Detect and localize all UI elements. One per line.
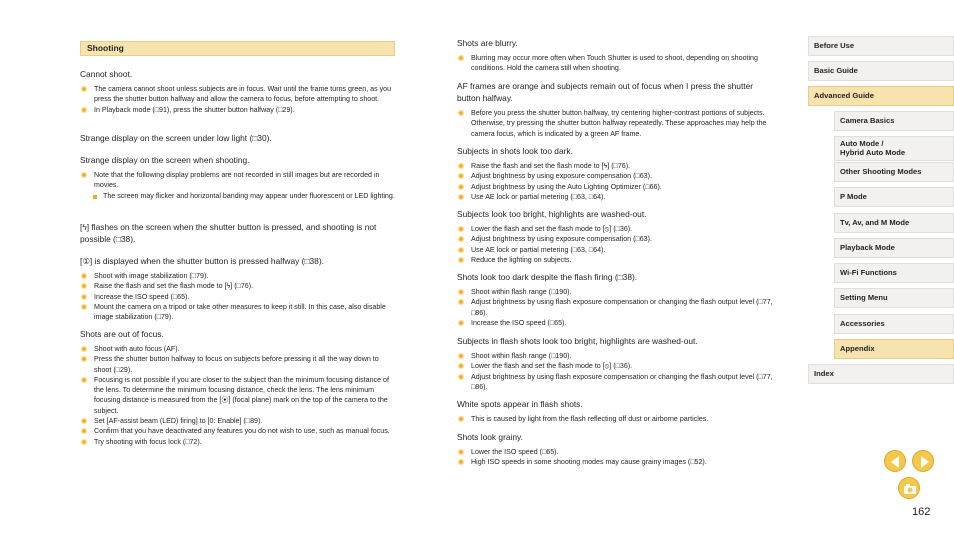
list-flash-too-bright bbox=[457, 351, 775, 392]
list-dark-despite-flash bbox=[457, 287, 775, 328]
list-out-of-focus bbox=[80, 344, 398, 447]
prev-page-button[interactable] bbox=[884, 450, 906, 472]
list-item: Adjust brightness by using exposure compensation (□63). bbox=[457, 171, 775, 181]
nav-tv-av-m-mode[interactable]: Tv, Av, and M Mode bbox=[834, 213, 954, 233]
list-item: Adjust brightness by using exposure compensation (□63). bbox=[457, 234, 775, 244]
nav-accessories[interactable]: Accessories bbox=[834, 314, 954, 334]
heading-grainy: Shots look grainy. bbox=[457, 432, 523, 442]
heading-shake-warning: [①] is displayed when the shutter button is pressed halfway (□38). bbox=[80, 256, 324, 266]
nav-advanced-guide[interactable]: Advanced Guide bbox=[808, 86, 954, 106]
heading-too-bright: Subjects look too bright, highlights are washed-out. bbox=[457, 209, 647, 219]
nav-other-shooting-modes[interactable]: Other Shooting Modes bbox=[834, 162, 954, 182]
heading-flash-flashes: [ϟ] flashes on the screen when the shutter button is pressed, and shooting is not possible (□38). bbox=[80, 222, 377, 244]
list-item: Note that the following display problems are not recorded in still images but are recorded in movies. bbox=[80, 170, 398, 191]
list-item: Blurring may occur more often when Touch Shutter is used to shoot, depending on shooting conditions. Hold the camera still when shooting. bbox=[457, 53, 775, 74]
heading-strange-display: Strange display on the screen when shooting. bbox=[80, 155, 250, 165]
nav-appendix[interactable]: Appendix bbox=[834, 339, 954, 359]
list-item: Shoot within flash range (□190). bbox=[457, 351, 775, 361]
list-item: Try shooting with focus lock (□72). bbox=[80, 437, 398, 447]
nav-wifi-functions[interactable]: Wi-Fi Functions bbox=[834, 263, 954, 283]
heading-cannot-shoot: Cannot shoot. bbox=[80, 69, 133, 79]
list-cannot-shoot bbox=[80, 84, 398, 115]
list-item: Raise the flash and set the flash mode to [ϟ] (□76). bbox=[80, 281, 398, 291]
list-item: In Playback mode (□91), press the shutter button halfway (□29). bbox=[80, 105, 398, 115]
list-item: Press the shutter button halfway to focus on subjects before pressing it all the way down to shoot (□29). bbox=[80, 354, 398, 375]
list-item: The camera cannot shoot unless subjects are in focus. Wait until the frame turns green, as you press the shutter button halfway and allow the camera to focus, before attempting to shoot. bbox=[80, 84, 398, 105]
list-item: Lower the flash and set the flash mode to [⦸] (□36). bbox=[457, 361, 775, 371]
list-item: Use AE lock or partial metering (□63, □64). bbox=[457, 192, 775, 202]
nav-playback-mode[interactable]: Playback Mode bbox=[834, 238, 954, 258]
list-too-dark bbox=[457, 161, 775, 202]
arrow-left-icon bbox=[885, 451, 907, 473]
list-item: Confirm that you have deactivated any features you do not wish to use, such as manual focus. bbox=[80, 426, 398, 436]
list-item: This is caused by light from the flash reflecting off dust or airborne particles. bbox=[457, 414, 775, 424]
list-item: Adjust brightness by using flash exposure compensation or changing the flash output level (□77, □86). bbox=[457, 372, 775, 393]
list-item: Set [AF-assist beam (LED) firing] to [0: Enable] (□89). bbox=[80, 416, 398, 426]
sub-list-item: The screen may flicker and horizontal banding may appear under fluorescent or LED lighting. bbox=[80, 191, 398, 201]
heading-out-of-focus: Shots are out of focus. bbox=[80, 329, 164, 339]
list-item: Use AE lock or partial metering (□63, □64). bbox=[457, 245, 775, 255]
next-page-button[interactable] bbox=[912, 450, 934, 472]
list-af-orange bbox=[457, 108, 775, 139]
nav-basic-guide[interactable]: Basic Guide bbox=[808, 61, 954, 81]
list-shake-warning bbox=[80, 271, 398, 322]
list-too-bright bbox=[457, 224, 775, 265]
list-item: Adjust brightness by using the Auto Lighting Optimizer (□66). bbox=[457, 182, 775, 192]
heading-too-dark: Subjects in shots look too dark. bbox=[457, 146, 573, 156]
nav-p-mode[interactable]: P Mode bbox=[834, 187, 954, 207]
list-item: Shoot within flash range (□190). bbox=[457, 287, 775, 297]
heading-white-spots: White spots appear in flash shots. bbox=[457, 399, 583, 409]
list-white-spots bbox=[457, 414, 775, 424]
list-grainy bbox=[457, 447, 775, 468]
list-strange-display bbox=[80, 170, 398, 201]
arrow-right-icon bbox=[913, 451, 935, 473]
page-number: 162 bbox=[912, 506, 931, 518]
home-icon bbox=[899, 478, 921, 500]
list-blurry bbox=[457, 53, 775, 74]
list-item: Lower the flash and set the flash mode to [⦸] (□36). bbox=[457, 224, 775, 234]
nav-camera-basics[interactable]: Camera Basics bbox=[834, 111, 954, 131]
list-item: Mount the camera on a tripod or take other measures to keep it still. In this case, also disable image stabilization (□79). bbox=[80, 302, 398, 323]
list-item: Increase the ISO speed (□65). bbox=[80, 292, 398, 302]
section-title: Shooting bbox=[80, 41, 395, 56]
list-item: Increase the ISO speed (□65). bbox=[457, 318, 775, 328]
list-item: Shoot with auto focus (AF). bbox=[80, 344, 398, 354]
nav-auto-mode[interactable]: Auto Mode / Hybrid Auto Mode bbox=[834, 136, 954, 161]
list-item: Reduce the lighting on subjects. bbox=[457, 255, 775, 265]
list-item: Before you press the shutter button halfway, try centering higher-contrast portions of subjects. Otherwise, try pressing the shutter button halfway repeatedly. These approaches may help the camera focus, which is indicated by a green AF frame. bbox=[457, 108, 775, 139]
list-item: Adjust brightness by using flash exposure compensation or changing the flash output level (□77, □86). bbox=[457, 297, 775, 318]
list-item: High ISO speeds in some shooting modes may cause grainy images (□52). bbox=[457, 457, 775, 467]
list-item: Lower the ISO speed (□65). bbox=[457, 447, 775, 457]
heading-af-orange: AF frames are orange and subjects remain out of focus when I press the shutter button halfway. bbox=[457, 81, 754, 103]
list-item: Shoot with image stabilization (□79). bbox=[80, 271, 398, 281]
nav-setting-menu[interactable]: Setting Menu bbox=[834, 288, 954, 308]
list-item: Focusing is not possible if you are closer to the subject than the minimum focusing distance of the lens. To determine the minimum focusing distance, check the lens. The lens minimum focusing distance is measured from the [⦿] (focal plane) mark on the top of the camera to the subject. bbox=[80, 375, 398, 416]
heading-low-light: Strange display on the screen under low light (□30). bbox=[80, 133, 272, 143]
heading-flash-too-bright: Subjects in flash shots look too bright, highlights are washed-out. bbox=[457, 336, 698, 346]
list-item: Raise the flash and set the flash mode to [ϟ] (□76). bbox=[457, 161, 775, 171]
home-button[interactable] bbox=[898, 477, 920, 499]
nav-before-use[interactable]: Before Use bbox=[808, 36, 954, 56]
heading-dark-despite-flash: Shots look too dark despite the flash firing (□38). bbox=[457, 272, 638, 282]
heading-blurry: Shots are blurry. bbox=[457, 38, 518, 48]
nav-index[interactable]: Index bbox=[808, 364, 954, 384]
